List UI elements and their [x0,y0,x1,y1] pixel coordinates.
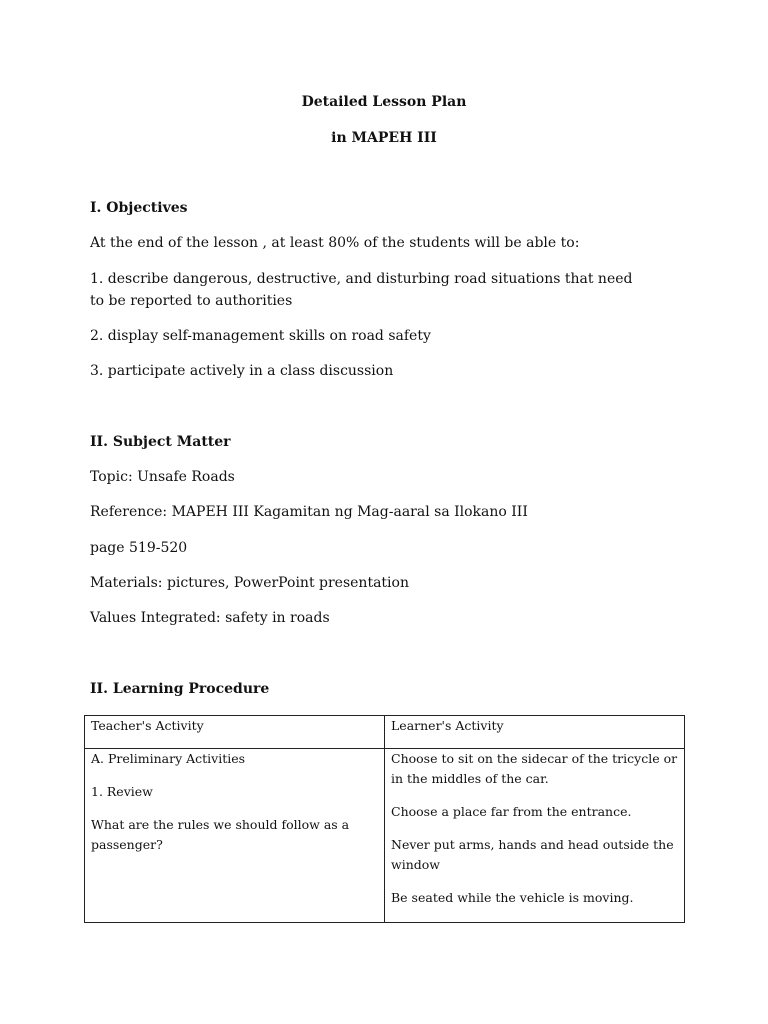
table-row [85,749,685,923]
objectives-heading: I. Objectives [90,200,188,216]
objectives-intro: At the end of the lesson , at least 80% of the students will be able to: [90,235,580,251]
document-subtitle: in MAPEH III [331,130,437,146]
learner-activity-line: Never put arms, hands and head outside the window [391,837,674,872]
subject-topic: Topic: Unsafe Roads [90,469,235,485]
procedure-table [84,715,685,923]
learner-activity-cell [385,749,685,923]
learner-activity-line: Choose a place far from the entrance. [391,804,632,819]
learner-activity-line: Choose to sit on the sidecar of the tricycle or in the middles of the car. [391,751,678,786]
learner-activity-line: Be seated while the vehicle is moving. [391,890,634,905]
procedure-heading: II. Learning Procedure [90,681,270,697]
objective-item-2: 2. display self-management skills on road safety [90,328,431,344]
teacher-activity-line: A. Preliminary Activities [91,751,246,766]
subject-page: page 519-520 [90,540,188,556]
teacher-activity-line: What are the rules we should follow as a passenger? [91,817,350,852]
table-header-row [85,716,685,749]
subject-values: Values Integrated: safety in roads [90,610,330,626]
objective-item-1: 1. describe dangerous, destructive, and disturbing road situations that need to be reported to authorities [90,271,633,309]
teacher-activity-line: 1. Review [91,784,153,799]
subject-materials: Materials: pictures, PowerPoint presentation [90,575,409,591]
teacher-activity-header: Teacher's Activity [85,716,385,749]
subject-matter-heading: II. Subject Matter [90,434,231,450]
learner-activity-header: Learner's Activity [385,716,685,749]
teacher-activity-cell [85,749,385,923]
document-title: Detailed Lesson Plan [301,94,467,110]
objective-item-3: 3. participate actively in a class discussion [90,363,394,379]
subject-reference: Reference: MAPEH III Kagamitan ng Mag-aaral sa Ilokano III [90,504,528,520]
